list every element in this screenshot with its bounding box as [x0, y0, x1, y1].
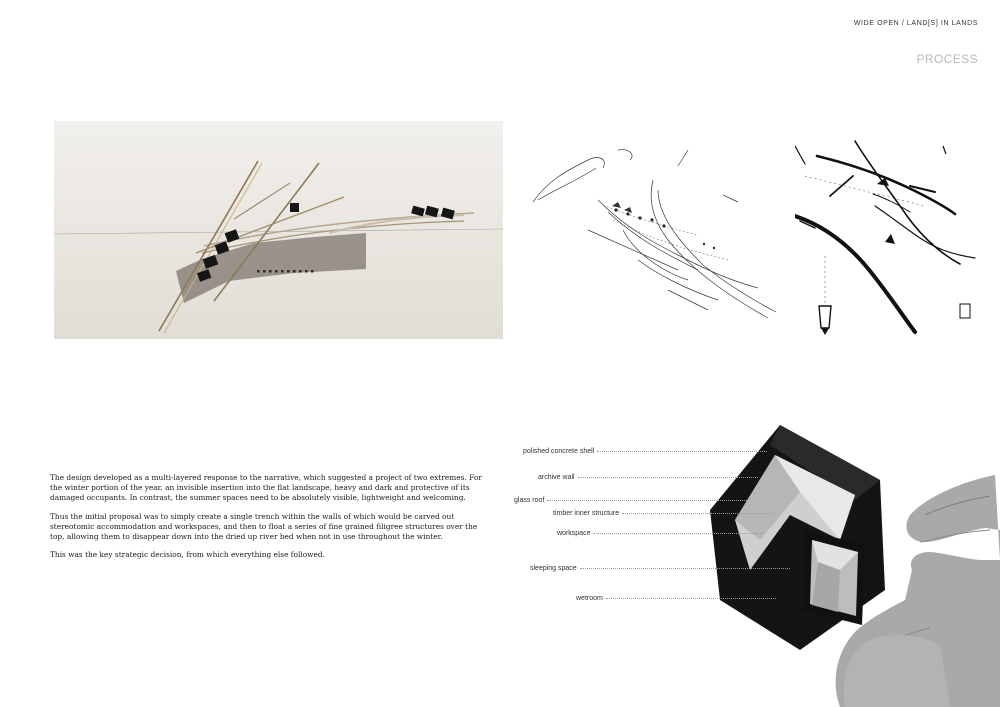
description-text: [50, 473, 482, 568]
leader-line: [606, 598, 776, 599]
label-wetroom: wetroom: [576, 595, 776, 602]
box-model-image: [690, 420, 1000, 707]
leader-line: [547, 500, 747, 501]
concept-sketch: [528, 140, 778, 340]
label-archive-wall: archive wall: [538, 474, 758, 481]
description-paragraph: The design developed as a multi-layered response to the narrative, which suggested a project of two extremes. For the winter portion of the year, an invisible insertion into the flat landscape, heavy and dark and protective of its damaged occupants. In contrast, the summer spaces need to be absolutely visible, lightweight and welcoming.: [50, 473, 482, 503]
description-paragraph: This was the key strategic decision, from which everything else followed.: [50, 550, 325, 560]
leader-line: [578, 477, 758, 478]
label-workspace: workspace: [557, 530, 763, 537]
site-sketch: [795, 136, 985, 336]
label-glass-roof: glass roof: [514, 497, 747, 504]
header-title: WIDE OPEN / LAND[S] IN LANDS: [853, 20, 978, 27]
label-polished-concrete-shell: polished concrete shell: [523, 448, 767, 455]
model-photo: [54, 121, 503, 339]
label-timber-inner-structure: timber inner structure: [553, 510, 772, 517]
section-label: PROCESS: [916, 52, 978, 66]
leader-line: [580, 568, 790, 569]
description-paragraph: Thus the initial proposal was to simply create a single trench within the walls of which would be carved out stereotomic accommodation and workspaces, and then to float a series of fine grained filigree structures over the top, allowing them to disappear down into the dried up river bed when not in use throughout the winter.: [50, 511, 478, 542]
leader-line: [622, 513, 772, 514]
label-sleeping-space: sleeping space: [530, 565, 790, 572]
leader-line: [597, 451, 767, 452]
leader-line: [593, 533, 763, 534]
